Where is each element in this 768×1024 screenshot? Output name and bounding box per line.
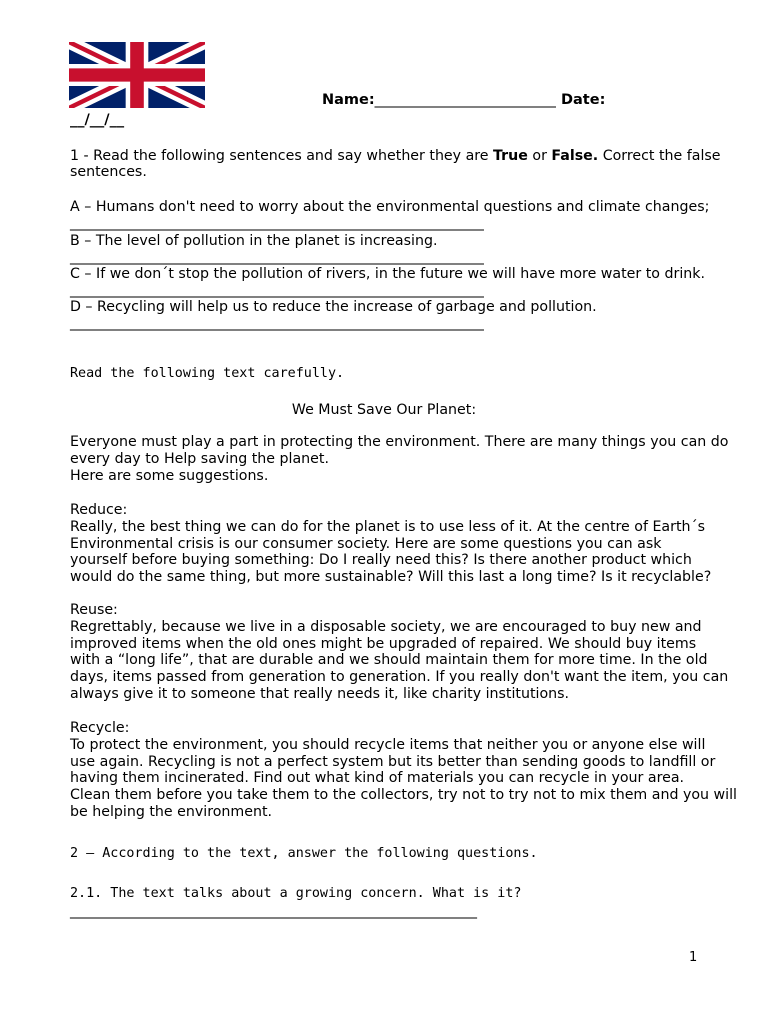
exercise1-instruction-line2: sentences. bbox=[70, 164, 147, 180]
paragraph-line: Clean them before you take them to the collectors, try not to try not to mix them and you will bbox=[70, 787, 737, 804]
recycle-section bbox=[70, 720, 737, 821]
intro-line: every day to Help saving the planet. bbox=[70, 450, 329, 467]
answer-line-b: ____________________________________________________________ bbox=[70, 249, 484, 265]
name-date-line bbox=[322, 92, 605, 108]
date-label: Date: bbox=[560, 92, 606, 108]
paragraph-line: Environmental crisis is our consumer society. Here are some questions you can ask bbox=[70, 535, 662, 552]
intro-line: Everyone must play a part in protecting the environment. There are many things you can do bbox=[70, 434, 729, 450]
reuse-section bbox=[70, 602, 728, 703]
reduce-section bbox=[70, 502, 711, 586]
exercise1-suffix: Correct the false bbox=[598, 148, 721, 164]
reading-instruction: Read the following text carefully. bbox=[70, 366, 345, 381]
paragraph-line: days, items passed from generation to generation. If you really don't want the item, you can bbox=[70, 669, 729, 686]
paragraph-line: To protect the environment, you should recycle items that neither you or anyone else will bbox=[70, 736, 706, 753]
exercise1-instruction bbox=[70, 148, 721, 165]
date-blank: __/__/__ bbox=[70, 112, 125, 128]
name-blank: _________________________ bbox=[374, 92, 556, 108]
answer-line-a: ____________________________________________________________ bbox=[70, 215, 484, 231]
section-heading: Reuse: bbox=[70, 602, 118, 618]
intro-paragraph bbox=[70, 434, 728, 484]
answer-line-c: ____________________________________________________________ bbox=[70, 282, 484, 298]
paragraph-line: having them incinerated. Find out what kind of materials you can recycle in your area. bbox=[70, 770, 685, 787]
statement-a: A – Humans don't need to worry about the environmental questions and climate changes; bbox=[70, 199, 710, 215]
answer-line-2-1: ___________________________________________________________ bbox=[70, 903, 477, 919]
paragraph-line: with a “long life”, that are durable and we should maintain them for more time. In the old bbox=[70, 652, 708, 669]
false-word: False. bbox=[551, 148, 599, 164]
page-number: 1 bbox=[689, 950, 698, 965]
name-label: Name: bbox=[322, 92, 375, 108]
statement-c: C – If we don´t stop the pollution of rivers, in the future we will have more water to drink. bbox=[70, 266, 705, 282]
statement-b: B – The level of pollution in the planet is increasing. bbox=[70, 233, 438, 249]
paragraph-line: improved items when the old ones might be upgraded of repaired. We should buy items bbox=[70, 635, 697, 652]
statement-d: D – Recycling will help us to reduce the increase of garbage and pollution. bbox=[70, 299, 597, 315]
paragraph-line: Really, the best thing we can do for the planet is to use less of it. At the centre of Earth´s bbox=[70, 518, 705, 535]
or-word: or bbox=[527, 148, 552, 164]
true-word: True bbox=[493, 148, 528, 164]
section-heading: Recycle: bbox=[70, 720, 130, 736]
paragraph-line: yourself before buying something: Do I really need this? Is there another product which bbox=[70, 552, 692, 569]
text-title: We Must Save Our Planet: bbox=[291, 402, 477, 418]
paragraph-line: use again. Recycling is not a perfect system but its better than sending goods to landfill or bbox=[70, 753, 716, 770]
question-2-1: 2.1. The text talks about a growing concern. What is it? bbox=[70, 886, 522, 901]
paragraph-line: would do the same thing, but more sustainable? Will this last a long time? Is it recyclable? bbox=[70, 569, 712, 586]
section-heading: Reduce: bbox=[70, 502, 128, 518]
uk-flag-image bbox=[69, 42, 205, 108]
exercise1-prefix: 1 - Read the following sentences and say whether they are bbox=[70, 148, 494, 164]
answer-line-d: ____________________________________________________________ bbox=[70, 315, 484, 331]
exercise2-instruction: 2 – According to the text, answer the following questions. bbox=[70, 846, 538, 861]
paragraph-line: be helping the environment. bbox=[70, 803, 273, 820]
intro-line: Here are some suggestions. bbox=[70, 467, 269, 484]
paragraph-line: always give it to someone that really needs it, like charity institutions. bbox=[70, 685, 570, 702]
paragraph-line: Regrettably, because we live in a disposable society, we are encouraged to buy new and bbox=[70, 618, 702, 635]
